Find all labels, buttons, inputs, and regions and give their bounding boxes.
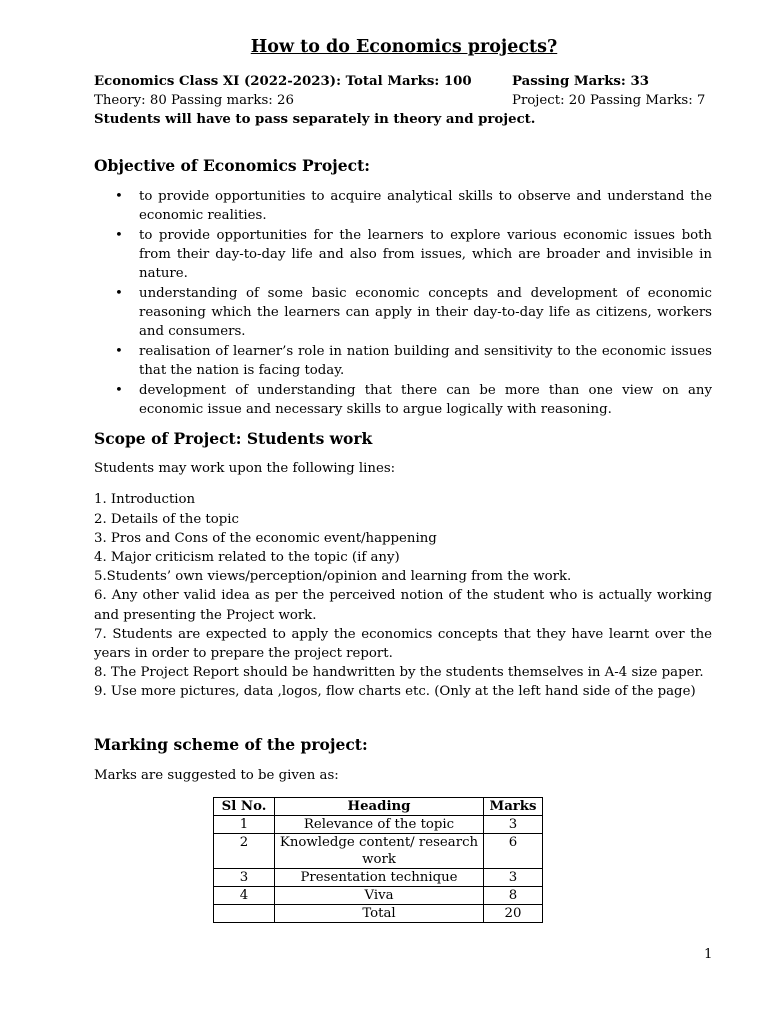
marking-scheme-table: [213, 797, 543, 923]
cell-sl-no: [214, 905, 275, 923]
scope-intro: Students may work upon the following lines:: [94, 461, 396, 477]
cell-heading: Viva: [275, 887, 484, 905]
cell-marks: 6: [484, 834, 543, 869]
cell-sl-no: 2: [214, 834, 275, 869]
cell-sl-no: 3: [214, 869, 275, 887]
scope-step: 7. Students are expected to apply the economics concepts that they have learnt over the years in order to prepare the project report.: [94, 626, 712, 662]
scope-heading: Scope of Project: Students work: [94, 429, 373, 449]
theory-marks: Theory: 80 Passing marks: 26: [94, 93, 294, 108]
cell-heading: Presentation technique: [275, 869, 484, 887]
cell-sl-no: 4: [214, 887, 275, 905]
cell-heading: Relevance of the topic: [275, 816, 484, 834]
header-heading: Heading: [275, 798, 484, 816]
table-row: [214, 834, 543, 869]
objective-item: • development of understanding that there can be more than one view on any economic issue and necessary skills to argue logically with reasoning.: [139, 381, 714, 419]
document-page: [94, 34, 714, 785]
objective-list: [94, 187, 714, 419]
cell-total-marks: 20: [484, 905, 543, 923]
objective-item: • to provide opportunities for the learners to explore various economic issues both from their day-to-day life and also from issues, which are broader and invisible in nature.: [139, 226, 714, 284]
objective-heading: Objective of Economics Project:: [94, 156, 370, 175]
scope-step: 4. Major criticism related to the topic (if any): [94, 550, 400, 566]
scope-step: 9. Use more pictures, data ,logos, flow charts etc. (Only at the left hand side of the page): [94, 684, 696, 700]
document-title: How to do Economics projects?: [250, 37, 558, 57]
scope-step: 3. Pros and Cons of the economic event/happening: [94, 530, 437, 546]
cell-marks: 3: [484, 869, 543, 887]
table-total-row: [214, 905, 543, 923]
table-row: [214, 816, 543, 834]
objective-item: • understanding of some basic economic concepts and development of economic reasoning which the learners can apply in their day-to-day life as citizens, workers and consumers.: [139, 284, 714, 342]
cell-total-label: Total: [275, 905, 484, 923]
marking-heading: Marking scheme of the project:: [94, 734, 368, 754]
cell-heading: Knowledge content/ research work: [275, 834, 484, 869]
cell-marks: 3: [484, 816, 543, 834]
scope-step: 5.Students’ own views/perception/opinion and learning from the work.: [94, 569, 572, 585]
table-header-row: [214, 798, 543, 816]
cell-marks: 8: [484, 887, 543, 905]
scope-step: 1. Introduction: [94, 492, 196, 508]
objective-item: • realisation of learner’s role in nation building and sensitivity to the economic issues that the nation is facing today.: [139, 342, 714, 380]
info-row-2: [94, 91, 714, 110]
table-row: [214, 869, 543, 887]
table-row: [214, 887, 543, 905]
scope-step: 2. Details of the topic: [94, 511, 239, 527]
scope-step: 6. Any other valid idea as per the perceived notion of the student who is actually working and presenting the Project work.: [94, 588, 712, 623]
header-sl-no: Sl No.: [214, 798, 275, 816]
marking-intro: Marks are suggested to be given as:: [94, 767, 339, 783]
page-number: 1: [704, 947, 713, 962]
info-row-1: [94, 72, 714, 91]
project-marks: Project: 20 Passing Marks: 7: [512, 93, 706, 108]
total-passing-marks: Passing Marks: 33: [512, 74, 649, 89]
objective-item: • to provide opportunities to acquire analytical skills to observe and understand the economic realities.: [139, 187, 714, 225]
scope-steps-list: [94, 490, 714, 701]
scope-step: 8. The Project Report should be handwritten by the students themselves in A-4 size paper.: [94, 665, 704, 681]
header-marks: Marks: [484, 798, 543, 816]
cell-sl-no: 1: [214, 816, 275, 834]
pass-separately-note: Students will have to pass separately in theory and project.: [94, 112, 536, 127]
class-total-marks: Economics Class XI (2022-2023): Total Marks: 100: [94, 74, 472, 89]
